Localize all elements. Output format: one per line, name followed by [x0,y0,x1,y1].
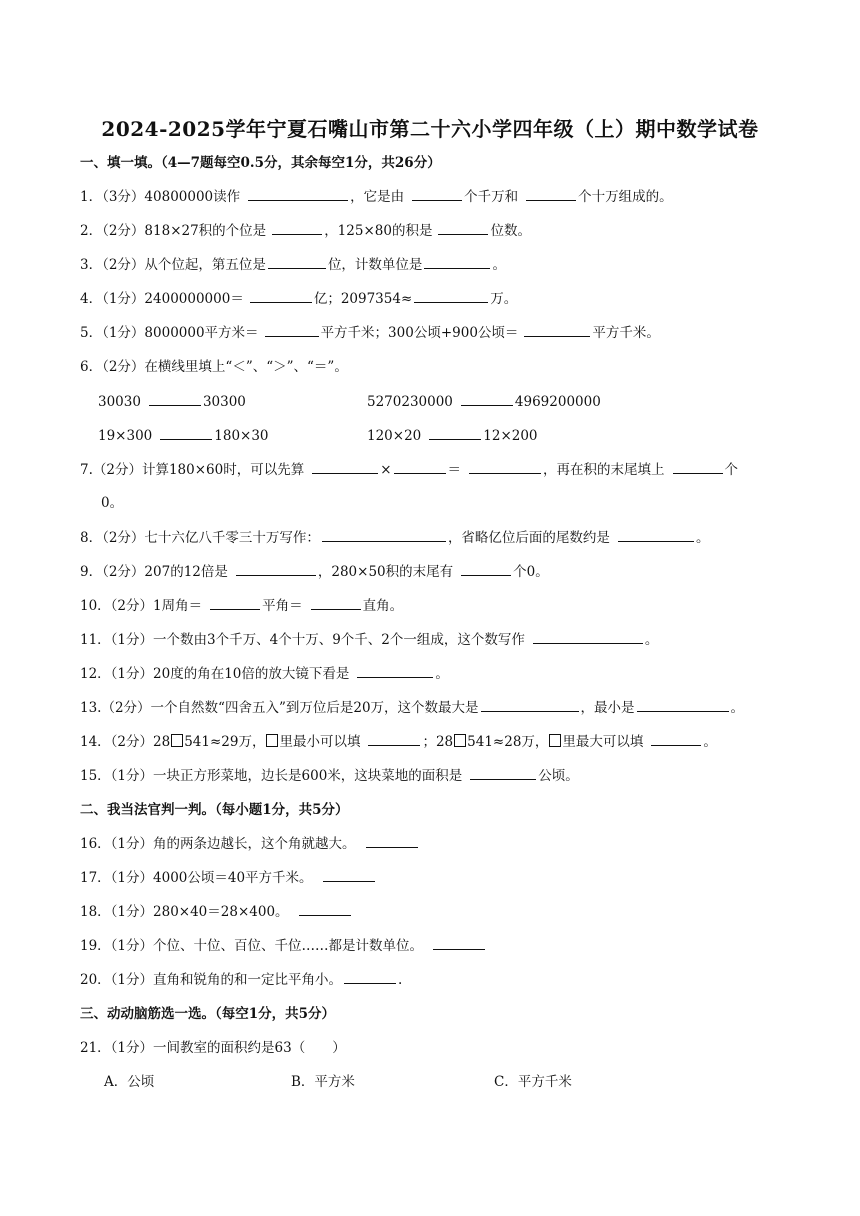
q2-text: 2．（2分）818×27积的个位是 [80,223,267,239]
q6-r1-left-b: 30300 [202,394,246,410]
q6-r1-right-b: 4969200000 [514,394,601,410]
q14-square-1 [171,734,183,747]
q9-text-3: 个0。 [513,564,549,580]
q4-blank-1[interactable] [250,289,312,303]
q19-text: 19．（1分）个位、十位、百位、千位……都是计数单位。 [80,938,424,954]
q1-text-3: 个千万和 [464,189,519,205]
q14-text: 14．（2分）28 [80,734,171,750]
q14-square-3 [454,734,466,747]
q20-blank[interactable] [344,970,396,984]
q13-blank-1[interactable] [481,698,579,712]
q1-blank-1[interactable] [248,187,348,201]
q15-blank-1[interactable] [470,766,536,780]
q2-text-3: 位数。 [490,223,531,239]
q7-text-2: ，再在积的末尾填上 [543,462,665,478]
q6-r2-left-a: 19×300 [98,428,153,444]
q14-text-3: 里最小可以填 [279,734,361,750]
q14-text-4: ；28 [422,734,454,750]
q10-blank-2[interactable] [311,596,361,610]
q10-blank-1[interactable] [210,596,260,610]
q3-blank-2[interactable] [424,255,490,269]
q8-text: 8．（2分）七十六亿八千零三十万写作： [80,530,320,546]
q8-blank-2[interactable] [618,528,694,542]
q7-blank-1[interactable] [312,460,378,474]
question-10 [80,596,403,616]
q14-text-2: 541≈29万， [184,734,266,750]
q9-blank-2[interactable] [461,562,511,576]
q10-text-2: 平角＝ [262,598,303,614]
q3-text-3: 。 [492,257,506,273]
question-7 [80,460,738,480]
q5-blank-1[interactable] [265,323,319,337]
section-1-heading: 一、填一填。（4—7题每空0.5分，其余每空1分，共26分） [80,155,441,171]
question-19 [80,936,487,956]
question-17 [80,868,377,888]
q18-text: 18．（1分）280×40＝28×400。 [80,904,289,920]
q6-r2-blank-1[interactable] [160,426,212,440]
exam-title: 2024-2025学年宁夏石嘴山市第二十六小学四年级（上）期中数学试卷 [101,117,759,141]
question-8 [80,528,709,548]
q6-r1-blank-2[interactable] [461,392,513,406]
q12-text-2: 。 [435,666,449,682]
q1-text-2: ，它是由 [350,189,405,205]
q6-r1-blank-1[interactable] [149,392,201,406]
q14-text-5: 541≈28万， [467,734,549,750]
q7-times: × [380,462,392,478]
q9-text-2: ，280×50积的末尾有 [317,564,454,580]
section-3-heading: 三、动动脑筋选一选。（每空1分，共5分） [80,1006,336,1022]
q18-blank[interactable] [299,902,351,916]
q8-text-3: 。 [695,530,710,546]
q6-r2-right-b: 12×200 [483,428,538,444]
q12-blank-1[interactable] [357,664,433,678]
q1-text-4: 个十万组成的。 [578,189,673,205]
q21-option-c[interactable]: C．平方千米 [494,1074,572,1090]
question-2 [80,221,531,241]
q7-blank-4[interactable] [673,460,723,474]
q17-text: 17．（1分）4000公顷＝40平方千米。 [80,870,313,886]
q1-text: 1．（3分）40800000读作 [80,189,241,205]
q7-blank-3[interactable] [469,460,541,474]
question-15 [80,766,579,786]
q8-text-2: ，省略亿位后面的尾数约是 [447,530,610,546]
q2-blank-1[interactable] [272,221,322,235]
q15-text-2: 公顷。 [538,768,579,784]
q4-blank-2[interactable] [414,289,488,303]
q14-square-4 [549,734,561,747]
q6-r2-left-b: 180×30 [214,428,269,444]
question-21: 21．（1分）一间教室的面积约是63（ ） [80,1040,346,1056]
q2-text-2: ，125×80的积是 [324,223,433,239]
q13-text-2: ，最小是 [580,700,635,716]
q14-square-2 [266,734,278,747]
question-14 [80,732,717,752]
question-4 [80,289,517,309]
q1-blank-3[interactable] [526,187,576,201]
q17-blank[interactable] [323,868,375,882]
q6-r2-blank-2[interactable] [429,426,481,440]
question-7-cont: 0。 [101,495,124,511]
question-6-row-2 [98,426,269,446]
section-2-heading: 二、我当法官判一判。（每小题1分，共5分） [80,802,349,818]
q5-text: 5．（1分）8000000平方米＝ [80,325,259,341]
q14-blank-2[interactable] [651,732,701,746]
q19-blank[interactable] [433,936,485,950]
q5-text-3: 平方千米。 [592,325,660,341]
q10-text-3: 直角。 [362,598,404,614]
q13-text: 13.（2分）一个自然数“四舍五入”到万位后是20万，这个数最大是 [80,700,479,716]
question-5 [80,323,660,343]
q21-option-a[interactable]: A．公顷 [104,1074,155,1090]
question-1 [80,187,673,207]
question-6-row-2-right [367,426,538,446]
q12-text: 12．（1分）20度的角在10倍的放大镜下看是 [80,666,350,682]
question-13 [80,698,744,718]
q7-blank-2[interactable] [394,460,446,474]
q14-text-7: 。 [703,734,717,750]
q11-text-2: 。 [644,632,659,648]
question-6: 6．（2分）在横线里填上“＜”、“＞”、“＝”。 [80,359,348,375]
q9-text: 9．（2分）207的12倍是 [80,564,228,580]
q16-text: 16．（1分）角的两条边越长，这个角就越大。 [80,836,356,852]
question-16 [80,834,420,854]
question-12 [80,664,449,684]
question-9 [80,562,549,582]
question-18 [80,902,353,922]
q6-r1-right-a: 5270230000 [367,394,453,410]
q7-equals: ＝ [447,462,462,478]
q11-blank-1[interactable] [533,630,643,644]
q2-blank-2[interactable] [438,221,488,235]
q4-text-3: 万。 [490,291,518,307]
q6-r2-right-a: 120×20 [367,428,422,444]
q15-text: 15．（1分）一块正方形菜地，边长是600米，这块菜地的面积是 [80,768,463,784]
q5-blank-2[interactable] [524,323,590,337]
question-6-row-1 [98,392,246,412]
q3-blank-1[interactable] [268,255,326,269]
q5-text-2: 平方千米；300公顷+900公顷＝ [320,325,519,341]
question-3 [80,255,506,275]
q6-r1-left-a: 30030 [98,394,141,410]
q8-blank-1[interactable] [322,528,446,542]
question-20 [80,970,402,990]
question-6-row-1-right [367,392,601,412]
q21-option-b[interactable]: B．平方米 [291,1074,355,1090]
q7-text: 7.（2分）计算180×60时，可以先算 [80,462,305,478]
q11-text: 11．（1分）一个数由3个千万、4个十万、9个千、2个一组成，这个数写作 [80,632,525,648]
q14-blank-1[interactable] [368,732,420,746]
q4-text-2: 亿；2097354≈ [313,291,413,307]
question-11 [80,630,658,650]
q3-text: 3．（2分）从个位起，第五位是 [80,257,266,273]
q14-text-6: 里最大可以填 [562,734,644,750]
q13-text-3: 。 [730,700,745,716]
q16-blank[interactable] [366,834,418,848]
q13-blank-2[interactable] [637,698,729,712]
q1-blank-2[interactable] [412,187,462,201]
q9-blank-1[interactable] [236,562,316,576]
q20-period: . [398,972,403,988]
q20-text: 20．（1分）直角和锐角的和一定比平角小。 [80,972,343,988]
q10-text: 10．（2分）1周角＝ [80,598,203,614]
q7-text-3: 个 [724,462,739,478]
q3-text-2: 位，计数单位是 [327,257,423,273]
q4-text: 4．（1分）2400000000＝ [80,291,244,307]
